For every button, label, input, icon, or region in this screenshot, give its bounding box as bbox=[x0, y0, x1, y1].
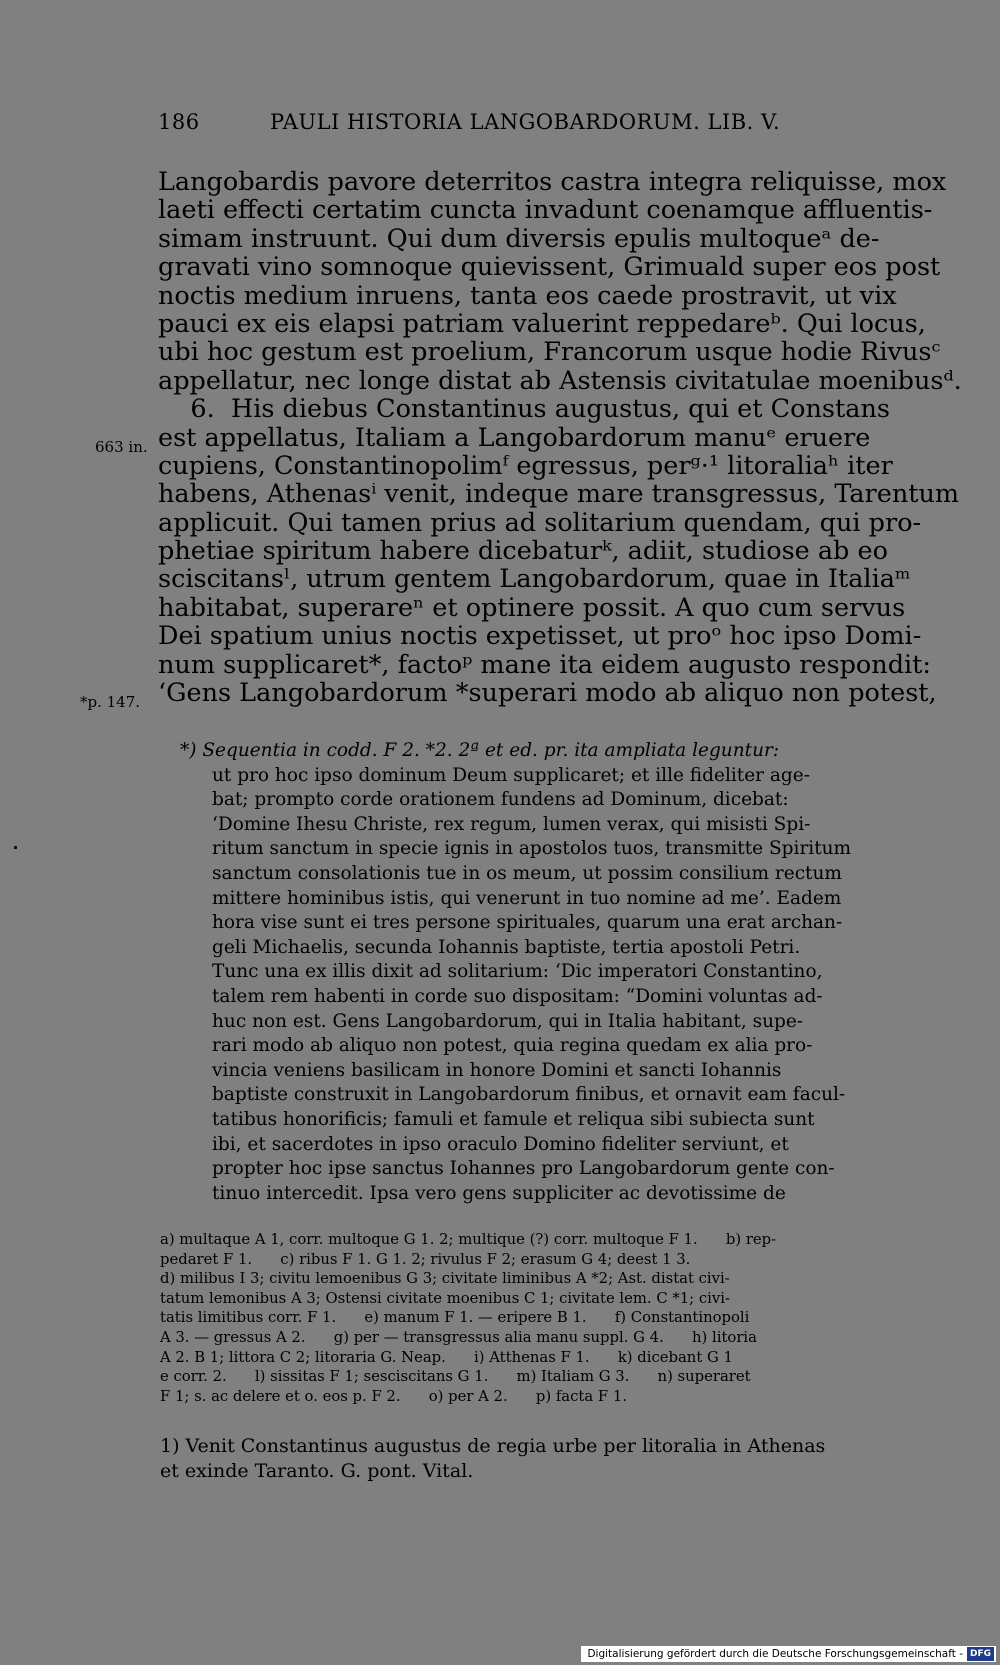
main-line: Langobardis pavore deterritos castra integra reliquisse, mox bbox=[158, 167, 947, 197]
margin-page-ref: *p. 147. bbox=[80, 693, 141, 711]
note-line: vincia veniens basilicam in honore Domini et sancti Iohannis bbox=[212, 1059, 782, 1081]
digitization-text: Digitalisierung gefördert durch die Deutsche Forschungsgemeinschaft - bbox=[587, 1648, 963, 1660]
margin-year: 663 in. bbox=[95, 438, 148, 456]
variant-note bbox=[180, 739, 928, 1206]
footnote bbox=[160, 1434, 930, 1484]
apparatus-line: A 2. B 1; littora C 2; litoraria G. Neap. i) Atthenas F 1. k) dicebant G 1 bbox=[160, 1348, 733, 1366]
note-line: sanctum consolationis tue in os meum, ut possim consilium rectum bbox=[212, 862, 842, 884]
critical-apparatus bbox=[160, 1230, 930, 1406]
page-number: 186 bbox=[158, 110, 200, 134]
apparatus-line: F 1; s. ac delere et o. eos p. F 2. o) per A 2. p) facta F 1. bbox=[160, 1387, 627, 1405]
main-line: laeti effecti certatim cuncta invadunt coenamque affluentis- bbox=[158, 195, 933, 226]
main-line: applicuit. Qui tamen prius ad solitarium quendam, qui pro- bbox=[158, 507, 922, 538]
main-line: sciscitansˡ, utrum gentem Langobardorum, quae in Italiaᵐ bbox=[158, 564, 911, 595]
footnote-line: et exinde Taranto. G. pont. Vital. bbox=[160, 1460, 474, 1482]
main-line: cupiens, Constantinopolimᶠ egressus, perᵍ·¹ litoraliaʰ iter bbox=[158, 450, 893, 481]
note-line: ritum sanctum in specie ignis in apostolos tuos, transmitte Spiritum bbox=[212, 838, 852, 860]
note-line: Tunc una ex illis dixit ad solitarium: ‘Dic imperatori Constantino, bbox=[212, 961, 823, 983]
main-line: simam instruunt. Qui dum diversis epulis multoqueᵃ de- bbox=[158, 223, 880, 254]
note-line: rari modo ab aliquo non potest, quia regina quedam ex alia pro- bbox=[212, 1035, 813, 1057]
note-line: propter hoc ipse sanctus Iohannes pro Langobardorum gente con- bbox=[212, 1158, 835, 1180]
apparatus-line: A 3. — gressus A 2. g) per — transgressus alia manu suppl. G 4. h) litoria bbox=[160, 1328, 757, 1346]
apparatus-line: d) milibus I 3; civitu lemoenibus G 3; civitate liminibus A *2; Ast. distat civi- bbox=[160, 1270, 730, 1288]
main-text bbox=[158, 167, 962, 709]
main-line: habens, Athenasⁱ venit, indeque mare transgressus, Tarentum bbox=[158, 479, 960, 510]
footnote-line: 1) Venit Constantinus augustus de regia urbe per litoralia in Athenas bbox=[160, 1435, 826, 1457]
main-line: pauci ex eis elapsi patriam valuerint reppedareᵇ. Qui locus, bbox=[158, 308, 926, 339]
scan-speck bbox=[14, 846, 17, 849]
note-line: geli Michaelis, secunda Iohannis baptiste, tertia apostoli Petri. bbox=[212, 936, 801, 958]
apparatus-line: e corr. 2. l) sissitas F 1; sesciscitans G 1. m) Italiam G 3. n) superaret bbox=[160, 1368, 751, 1386]
note-line: baptiste construxit in Langobardorum finibus, et ornavit eam facul- bbox=[212, 1084, 846, 1106]
main-line: Dei spatium unius noctis expetisset, ut proᵒ hoc ipso Domi- bbox=[158, 621, 922, 652]
main-line: num supplicaret*, factoᵖ mane ita eidem augusto respondit: bbox=[158, 649, 932, 680]
note-line: bat; prompto corde orationem fundens ad Dominum, dicebat: bbox=[212, 789, 789, 811]
main-line: est appellatus, Italiam a Langobardorum manuᵉ eruere bbox=[158, 422, 871, 453]
main-line: phetiae spiritum habere dicebaturᵏ, adiit, studiose ab eo bbox=[158, 536, 888, 567]
note-line: huc non est. Gens Langobardorum, qui in Italia habitant, supe- bbox=[212, 1010, 804, 1032]
note-line: ut pro hoc ipso dominum Deum supplicaret; et ille fideliter age- bbox=[212, 764, 810, 786]
main-line: habitabat, superareⁿ et optinere possit. A quo cum servus bbox=[158, 592, 906, 623]
note-line: ‘Domine Ihesu Christe, rex regum, lumen verax, qui misisti Spi- bbox=[212, 813, 811, 835]
apparatus-line: tatum lemonibus A 3; Ostensi civitate moenibus C 1; civitate lem. C *1; civi- bbox=[160, 1289, 730, 1307]
dfg-logo-icon: DFG bbox=[967, 1647, 994, 1661]
note-line: talem rem habenti in corde suo dispositam: “Domini voluntas ad- bbox=[212, 985, 823, 1007]
digitization-notice bbox=[581, 1646, 996, 1662]
main-line: gravati vino somnoque quievissent, Grimuald super eos post bbox=[158, 252, 941, 283]
main-line: ubi hoc gestum est proelium, Francorum usque hodie Rivusᶜ bbox=[158, 337, 941, 368]
main-line: noctis medium inruens, tanta eos caede prostravit, ut vix bbox=[158, 280, 897, 311]
main-line: ‘Gens Langobardorum *superari modo ab aliquo non potest, bbox=[158, 678, 937, 709]
apparatus-line: tatis limitibus corr. F 1. e) manum F 1. — eripere B 1. f) Constantinopoli bbox=[160, 1309, 750, 1327]
note-line: *) Sequentia in codd. F 2. *2. 2ª et ed. pr. ita ampliata leguntur: bbox=[180, 740, 780, 761]
main-line: appellatur, nec longe distat ab Astensis civitatulae moenibusᵈ. bbox=[158, 365, 962, 396]
apparatus-line: a) multaque A 1, corr. multoque G 1. 2; multique (?) corr. multoque F 1. b) rep- bbox=[160, 1231, 777, 1248]
note-line: tatibus honorificis; famuli et famule et reliqua sibi subiecta sunt bbox=[212, 1108, 815, 1130]
apparatus-line: pedaret F 1. c) ribus F 1. G 1. 2; rivulus F 2; erasum G 4; deest 1 3. bbox=[160, 1250, 691, 1268]
running-title: PAULI HISTORIA LANGOBARDORUM. LIB. V. bbox=[270, 110, 781, 134]
main-line: 6. His diebus Constantinus augustus, qui et Constans bbox=[158, 394, 890, 425]
note-line: tinuo intercedit. Ipsa vero gens suppliciter ac devotissime de bbox=[212, 1182, 786, 1204]
note-line: mittere hominibus istis, qui venerunt in tuo nomine ad me’. Eadem bbox=[212, 887, 842, 909]
note-line: hora vise sunt ei tres persone spirituales, quarum una erat archan- bbox=[212, 912, 843, 934]
note-line: ibi, et sacerdotes in ipso oraculo Domino fideliter serviunt, et bbox=[212, 1133, 789, 1155]
